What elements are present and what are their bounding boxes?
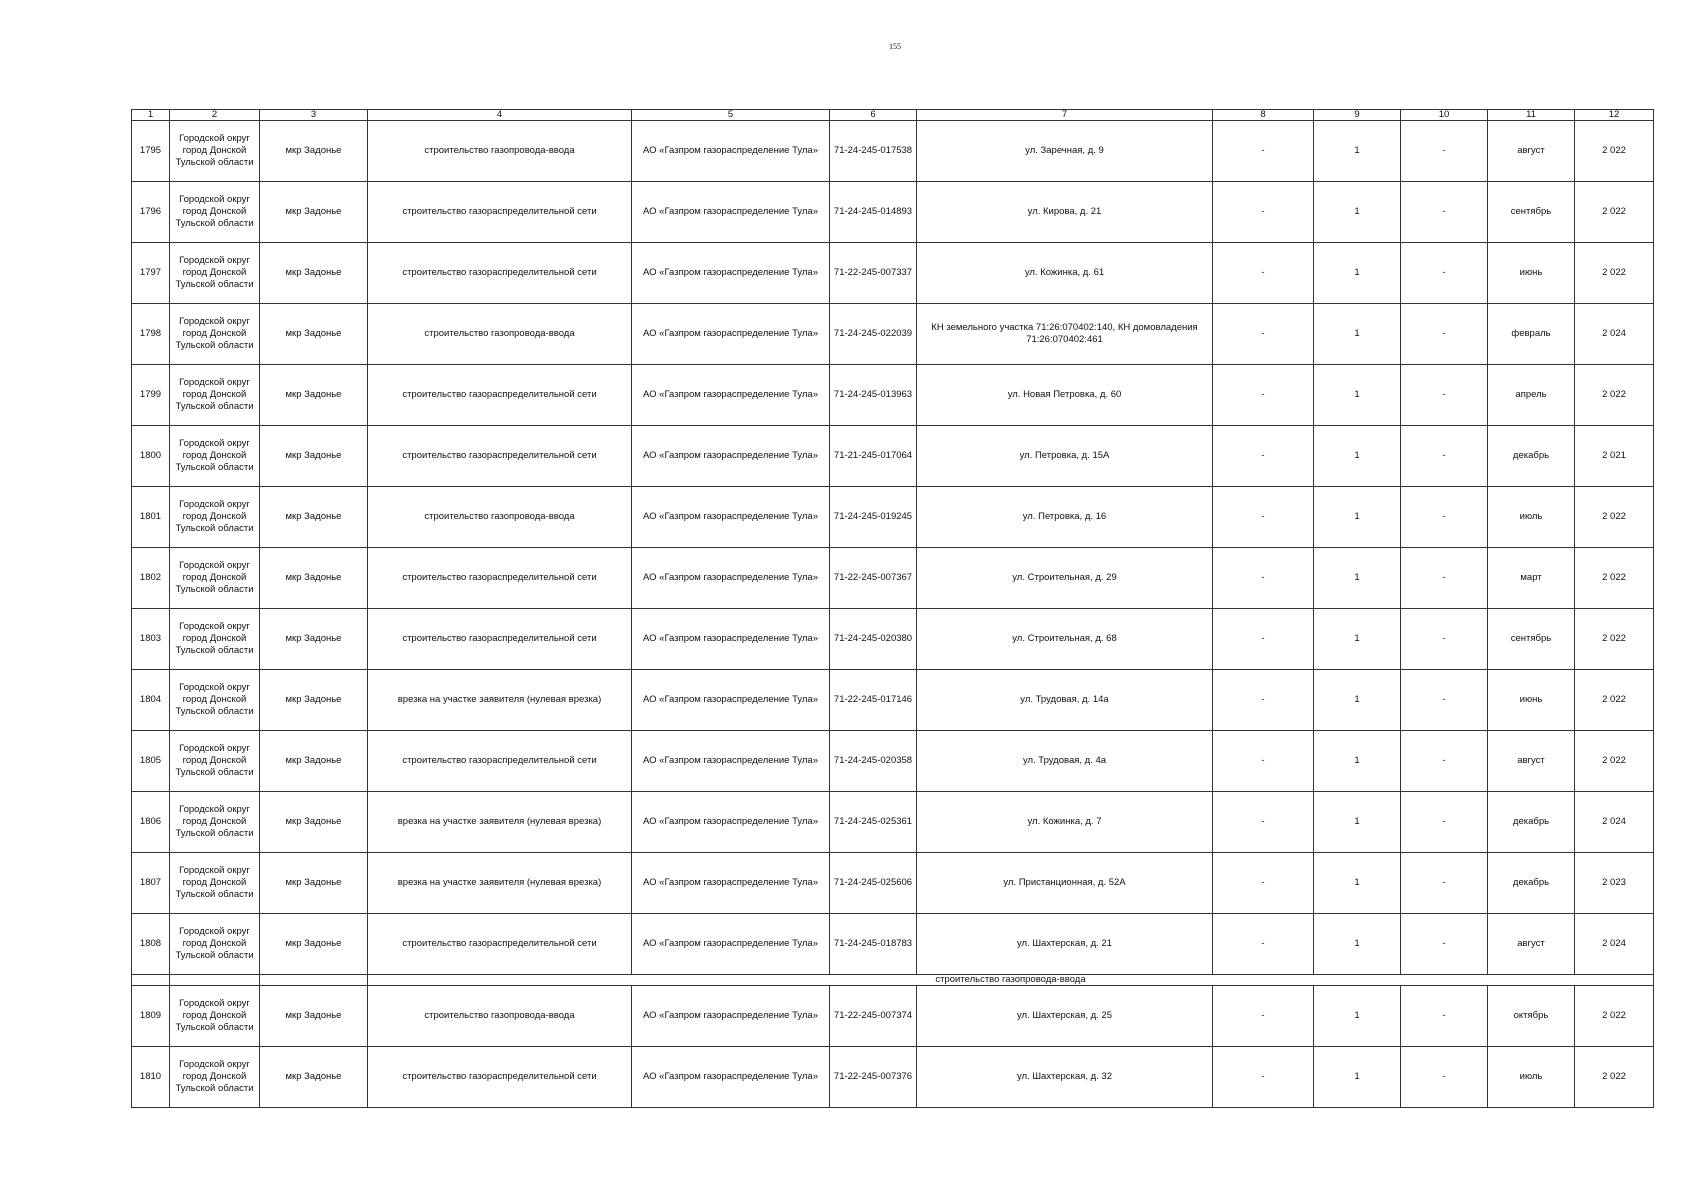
organization-cell: АО «Газпром газораспределение Тула» — [632, 731, 830, 792]
table-row — [132, 121, 1654, 182]
row-number: 1804 — [132, 670, 170, 731]
row-number: 1799 — [132, 365, 170, 426]
column-header: 2 — [170, 110, 260, 121]
address-cell: ул. Шахтерская, д. 32 — [917, 1047, 1213, 1108]
year-cell: 2 022 — [1575, 121, 1654, 182]
month-cell: декабрь — [1488, 792, 1575, 853]
district-cell: Городской округ город Донской Тульской области — [170, 853, 260, 914]
row-number: 1802 — [132, 548, 170, 609]
col10-cell: - — [1401, 121, 1488, 182]
col9-cell: 1 — [1314, 792, 1401, 853]
row-number: 1803 — [132, 609, 170, 670]
application-number-cell: 71-22-245-007376 — [830, 1047, 917, 1108]
district-cell: Городской округ город Донской Тульской области — [170, 609, 260, 670]
district-cell: Городской округ город Донской Тульской области — [170, 304, 260, 365]
col8-cell: - — [1213, 426, 1314, 487]
table-row — [132, 914, 1654, 975]
address-cell: ул. Кожинка, д. 7 — [917, 792, 1213, 853]
col9-cell: 1 — [1314, 670, 1401, 731]
application-number-cell: 71-22-245-007374 — [830, 986, 917, 1047]
locality-cell: мкр Задонье — [260, 304, 368, 365]
locality-cell: мкр Задонье — [260, 731, 368, 792]
row-number: 1810 — [132, 1047, 170, 1108]
col8-cell: - — [1213, 243, 1314, 304]
work-type-cell: врезка на участке заявителя (нулевая врезка) — [368, 853, 632, 914]
district-cell: Городской округ город Донской Тульской области — [170, 487, 260, 548]
organization-cell: АО «Газпром газораспределение Тула» — [632, 670, 830, 731]
address-cell: ул. Трудовая, д. 14а — [917, 670, 1213, 731]
table-row — [132, 243, 1654, 304]
empty-cell — [260, 975, 368, 986]
year-cell: 2 022 — [1575, 731, 1654, 792]
address-cell: ул. Кирова, д. 21 — [917, 182, 1213, 243]
col9-cell: 1 — [1314, 304, 1401, 365]
column-header: 4 — [368, 110, 632, 121]
year-cell: 2 022 — [1575, 487, 1654, 548]
month-cell: июнь — [1488, 243, 1575, 304]
row-number: 1795 — [132, 121, 170, 182]
organization-cell: АО «Газпром газораспределение Тула» — [632, 1047, 830, 1108]
application-number-cell: 71-22-245-007367 — [830, 548, 917, 609]
row-number: 1807 — [132, 853, 170, 914]
organization-cell: АО «Газпром газораспределение Тула» — [632, 986, 830, 1047]
col9-cell: 1 — [1314, 426, 1401, 487]
address-cell: ул. Пристанционная, д. 52А — [917, 853, 1213, 914]
col8-cell: - — [1213, 121, 1314, 182]
application-number-cell: 71-22-245-017146 — [830, 670, 917, 731]
column-header: 8 — [1213, 110, 1314, 121]
col10-cell: - — [1401, 1047, 1488, 1108]
col8-cell: - — [1213, 548, 1314, 609]
application-number-cell: 71-24-245-020380 — [830, 609, 917, 670]
column-header: 9 — [1314, 110, 1401, 121]
table-row — [132, 304, 1654, 365]
col8-cell: - — [1213, 182, 1314, 243]
organization-cell: АО «Газпром газораспределение Тула» — [632, 487, 830, 548]
organization-cell: АО «Газпром газораспределение Тула» — [632, 304, 830, 365]
work-type-cell: строительство газораспределительной сети — [368, 548, 632, 609]
locality-cell: мкр Задонье — [260, 426, 368, 487]
address-cell: ул. Кожинка, д. 61 — [917, 243, 1213, 304]
work-type-cell: строительство газораспределительной сети — [368, 1047, 632, 1108]
application-number-cell: 71-24-245-025606 — [830, 853, 917, 914]
month-cell: февраль — [1488, 304, 1575, 365]
row-number: 1796 — [132, 182, 170, 243]
locality-cell: мкр Задонье — [260, 986, 368, 1047]
locality-cell: мкр Задонье — [260, 487, 368, 548]
table-body — [132, 110, 1654, 1108]
work-type-cell: строительство газораспределительной сети — [368, 609, 632, 670]
col8-cell: - — [1213, 365, 1314, 426]
application-number-cell: 71-24-245-020358 — [830, 731, 917, 792]
locality-cell: мкр Задонье — [260, 914, 368, 975]
work-type-cell: строительство газопровода-ввода — [368, 986, 632, 1047]
year-cell: 2 024 — [1575, 304, 1654, 365]
district-cell: Городской округ город Донской Тульской области — [170, 243, 260, 304]
year-cell: 2 022 — [1575, 1047, 1654, 1108]
col9-cell: 1 — [1314, 548, 1401, 609]
locality-cell: мкр Задонье — [260, 609, 368, 670]
work-type-cell: строительство газораспределительной сети — [368, 426, 632, 487]
organization-cell: АО «Газпром газораспределение Тула» — [632, 121, 830, 182]
locality-cell: мкр Задонье — [260, 182, 368, 243]
organization-cell: АО «Газпром газораспределение Тула» — [632, 914, 830, 975]
table-row — [132, 426, 1654, 487]
month-cell: июль — [1488, 1047, 1575, 1108]
work-type-cell: строительство газопровода-ввода — [368, 487, 632, 548]
application-number-cell: 71-22-245-007337 — [830, 243, 917, 304]
table-row — [132, 670, 1654, 731]
col8-cell: - — [1213, 304, 1314, 365]
year-cell: 2 022 — [1575, 548, 1654, 609]
month-cell: август — [1488, 121, 1575, 182]
application-number-cell: 71-24-245-014893 — [830, 182, 917, 243]
col10-cell: - — [1401, 986, 1488, 1047]
row-number: 1809 — [132, 986, 170, 1047]
organization-cell: АО «Газпром газораспределение Тула» — [632, 609, 830, 670]
organization-cell: АО «Газпром газораспределение Тула» — [632, 792, 830, 853]
col8-cell: - — [1213, 853, 1314, 914]
locality-cell: мкр Задонье — [260, 121, 368, 182]
table-row — [132, 365, 1654, 426]
col8-cell: - — [1213, 731, 1314, 792]
month-cell: сентябрь — [1488, 182, 1575, 243]
application-number-cell: 71-24-245-022039 — [830, 304, 917, 365]
col8-cell: - — [1213, 670, 1314, 731]
work-type-cell: строительство газораспределительной сети — [368, 365, 632, 426]
col10-cell: - — [1401, 243, 1488, 304]
col9-cell: 1 — [1314, 731, 1401, 792]
application-number-cell: 71-24-245-017538 — [830, 121, 917, 182]
table-row — [132, 609, 1654, 670]
month-cell: март — [1488, 548, 1575, 609]
year-cell: 2 022 — [1575, 243, 1654, 304]
row-number: 1806 — [132, 792, 170, 853]
locality-cell: мкр Задонье — [260, 365, 368, 426]
col10-cell: - — [1401, 670, 1488, 731]
application-number-cell: 71-24-245-019245 — [830, 487, 917, 548]
month-cell: сентябрь — [1488, 609, 1575, 670]
address-cell: ул. Трудовая, д. 4а — [917, 731, 1213, 792]
col8-cell: - — [1213, 986, 1314, 1047]
work-type-cell: строительство газораспределительной сети — [368, 243, 632, 304]
table-row — [132, 853, 1654, 914]
application-number-cell: 71-24-245-013963 — [830, 365, 917, 426]
table-row — [132, 792, 1654, 853]
work-type-cell: строительство газопровода-ввода — [368, 304, 632, 365]
col9-cell: 1 — [1314, 609, 1401, 670]
col9-cell: 1 — [1314, 487, 1401, 548]
organization-cell: АО «Газпром газораспределение Тула» — [632, 853, 830, 914]
col10-cell: - — [1401, 914, 1488, 975]
locality-cell: мкр Задонье — [260, 792, 368, 853]
organization-cell: АО «Газпром газораспределение Тула» — [632, 548, 830, 609]
table-row — [132, 1047, 1654, 1108]
row-number: 1798 — [132, 304, 170, 365]
table-row — [132, 182, 1654, 243]
col8-cell: - — [1213, 914, 1314, 975]
col10-cell: - — [1401, 548, 1488, 609]
col10-cell: - — [1401, 304, 1488, 365]
year-cell: 2 022 — [1575, 365, 1654, 426]
col9-cell: 1 — [1314, 365, 1401, 426]
col9-cell: 1 — [1314, 243, 1401, 304]
address-cell: ул. Строительная, д. 29 — [917, 548, 1213, 609]
col9-cell: 1 — [1314, 853, 1401, 914]
table-row — [132, 731, 1654, 792]
work-type-cell: врезка на участке заявителя (нулевая врезка) — [368, 792, 632, 853]
month-cell: август — [1488, 914, 1575, 975]
month-cell: август — [1488, 731, 1575, 792]
address-cell: КН земельного участка 71:26:070402:140, КН домовладения 71:26:070402:461 — [917, 304, 1213, 365]
district-cell: Городской округ город Донской Тульской области — [170, 731, 260, 792]
locality-cell: мкр Задонье — [260, 853, 368, 914]
month-cell: июнь — [1488, 670, 1575, 731]
col10-cell: - — [1401, 182, 1488, 243]
row-number: 1797 — [132, 243, 170, 304]
year-cell: 2 022 — [1575, 609, 1654, 670]
locality-cell: мкр Задонье — [260, 243, 368, 304]
address-cell: ул. Заречная, д. 9 — [917, 121, 1213, 182]
column-header: 12 — [1575, 110, 1654, 121]
organization-cell: АО «Газпром газораспределение Тула» — [632, 365, 830, 426]
application-number-cell: 71-24-245-025361 — [830, 792, 917, 853]
work-type-cell: строительство газораспределительной сети — [368, 182, 632, 243]
col8-cell: - — [1213, 1047, 1314, 1108]
column-header: 3 — [260, 110, 368, 121]
empty-cell — [170, 975, 260, 986]
year-cell: 2 021 — [1575, 426, 1654, 487]
district-cell: Городской округ город Донской Тульской области — [170, 792, 260, 853]
column-header: 6 — [830, 110, 917, 121]
organization-cell: АО «Газпром газораспределение Тула» — [632, 426, 830, 487]
district-cell: Городской округ город Донской Тульской области — [170, 426, 260, 487]
address-cell: ул. Строительная, д. 68 — [917, 609, 1213, 670]
col9-cell: 1 — [1314, 1047, 1401, 1108]
col10-cell: - — [1401, 609, 1488, 670]
work-type-cell: строительство газопровода-ввода — [368, 121, 632, 182]
district-cell: Городской округ город Донской Тульской области — [170, 182, 260, 243]
col8-cell: - — [1213, 487, 1314, 548]
organization-cell: АО «Газпром газораспределение Тула» — [632, 182, 830, 243]
year-cell: 2 022 — [1575, 182, 1654, 243]
col10-cell: - — [1401, 731, 1488, 792]
address-cell: ул. Петровка, д. 15А — [917, 426, 1213, 487]
application-number-cell: 71-21-245-017064 — [830, 426, 917, 487]
work-type-cell: врезка на участке заявителя (нулевая врезка) — [368, 670, 632, 731]
month-cell: октябрь — [1488, 986, 1575, 1047]
district-cell: Городской округ город Донской Тульской области — [170, 1047, 260, 1108]
district-cell: Городской округ город Донской Тульской области — [170, 548, 260, 609]
month-cell: декабрь — [1488, 426, 1575, 487]
locality-cell: мкр Задонье — [260, 670, 368, 731]
column-header: 7 — [917, 110, 1213, 121]
locality-cell: мкр Задонье — [260, 548, 368, 609]
address-cell: ул. Новая Петровка, д. 60 — [917, 365, 1213, 426]
year-cell: 2 024 — [1575, 914, 1654, 975]
address-cell: ул. Шахтерская, д. 25 — [917, 986, 1213, 1047]
col9-cell: 1 — [1314, 182, 1401, 243]
row-number: 1800 — [132, 426, 170, 487]
month-cell: декабрь — [1488, 853, 1575, 914]
empty-cell — [132, 975, 170, 986]
address-cell: ул. Петровка, д. 16 — [917, 487, 1213, 548]
locality-cell: мкр Задонье — [260, 1047, 368, 1108]
row-number: 1808 — [132, 914, 170, 975]
subheader-row — [132, 975, 1654, 986]
table-row — [132, 548, 1654, 609]
column-header: 1 — [132, 110, 170, 121]
col9-cell: 1 — [1314, 986, 1401, 1047]
table-row — [132, 986, 1654, 1047]
year-cell: 2 022 — [1575, 986, 1654, 1047]
col10-cell: - — [1401, 853, 1488, 914]
col8-cell: - — [1213, 609, 1314, 670]
table-row — [132, 487, 1654, 548]
column-header: 11 — [1488, 110, 1575, 121]
col10-cell: - — [1401, 426, 1488, 487]
application-number-cell: 71-24-245-018783 — [830, 914, 917, 975]
month-cell: июль — [1488, 487, 1575, 548]
col10-cell: - — [1401, 487, 1488, 548]
year-cell: 2 023 — [1575, 853, 1654, 914]
work-type-cell: строительство газораспределительной сети — [368, 914, 632, 975]
district-cell: Городской округ город Донской Тульской области — [170, 365, 260, 426]
register-table — [131, 109, 1654, 1108]
col10-cell: - — [1401, 792, 1488, 853]
col10-cell: - — [1401, 365, 1488, 426]
row-number: 1805 — [132, 731, 170, 792]
year-cell: 2 024 — [1575, 792, 1654, 853]
header-row — [132, 110, 1654, 121]
col9-cell: 1 — [1314, 914, 1401, 975]
district-cell: Городской округ город Донской Тульской области — [170, 914, 260, 975]
column-header: 10 — [1401, 110, 1488, 121]
district-cell: Городской округ город Донской Тульской области — [170, 670, 260, 731]
col9-cell: 1 — [1314, 121, 1401, 182]
month-cell: апрель — [1488, 365, 1575, 426]
work-type-cell: строительство газораспределительной сети — [368, 731, 632, 792]
row-number: 1801 — [132, 487, 170, 548]
page-number: 155 — [889, 42, 901, 51]
district-cell: Городской округ город Донской Тульской области — [170, 121, 260, 182]
address-cell: ул. Шахтерская, д. 21 — [917, 914, 1213, 975]
subheader-label: строительство газопровода-ввода — [368, 975, 1654, 986]
year-cell: 2 022 — [1575, 670, 1654, 731]
column-header: 5 — [632, 110, 830, 121]
organization-cell: АО «Газпром газораспределение Тула» — [632, 243, 830, 304]
district-cell: Городской округ город Донской Тульской области — [170, 986, 260, 1047]
col8-cell: - — [1213, 792, 1314, 853]
